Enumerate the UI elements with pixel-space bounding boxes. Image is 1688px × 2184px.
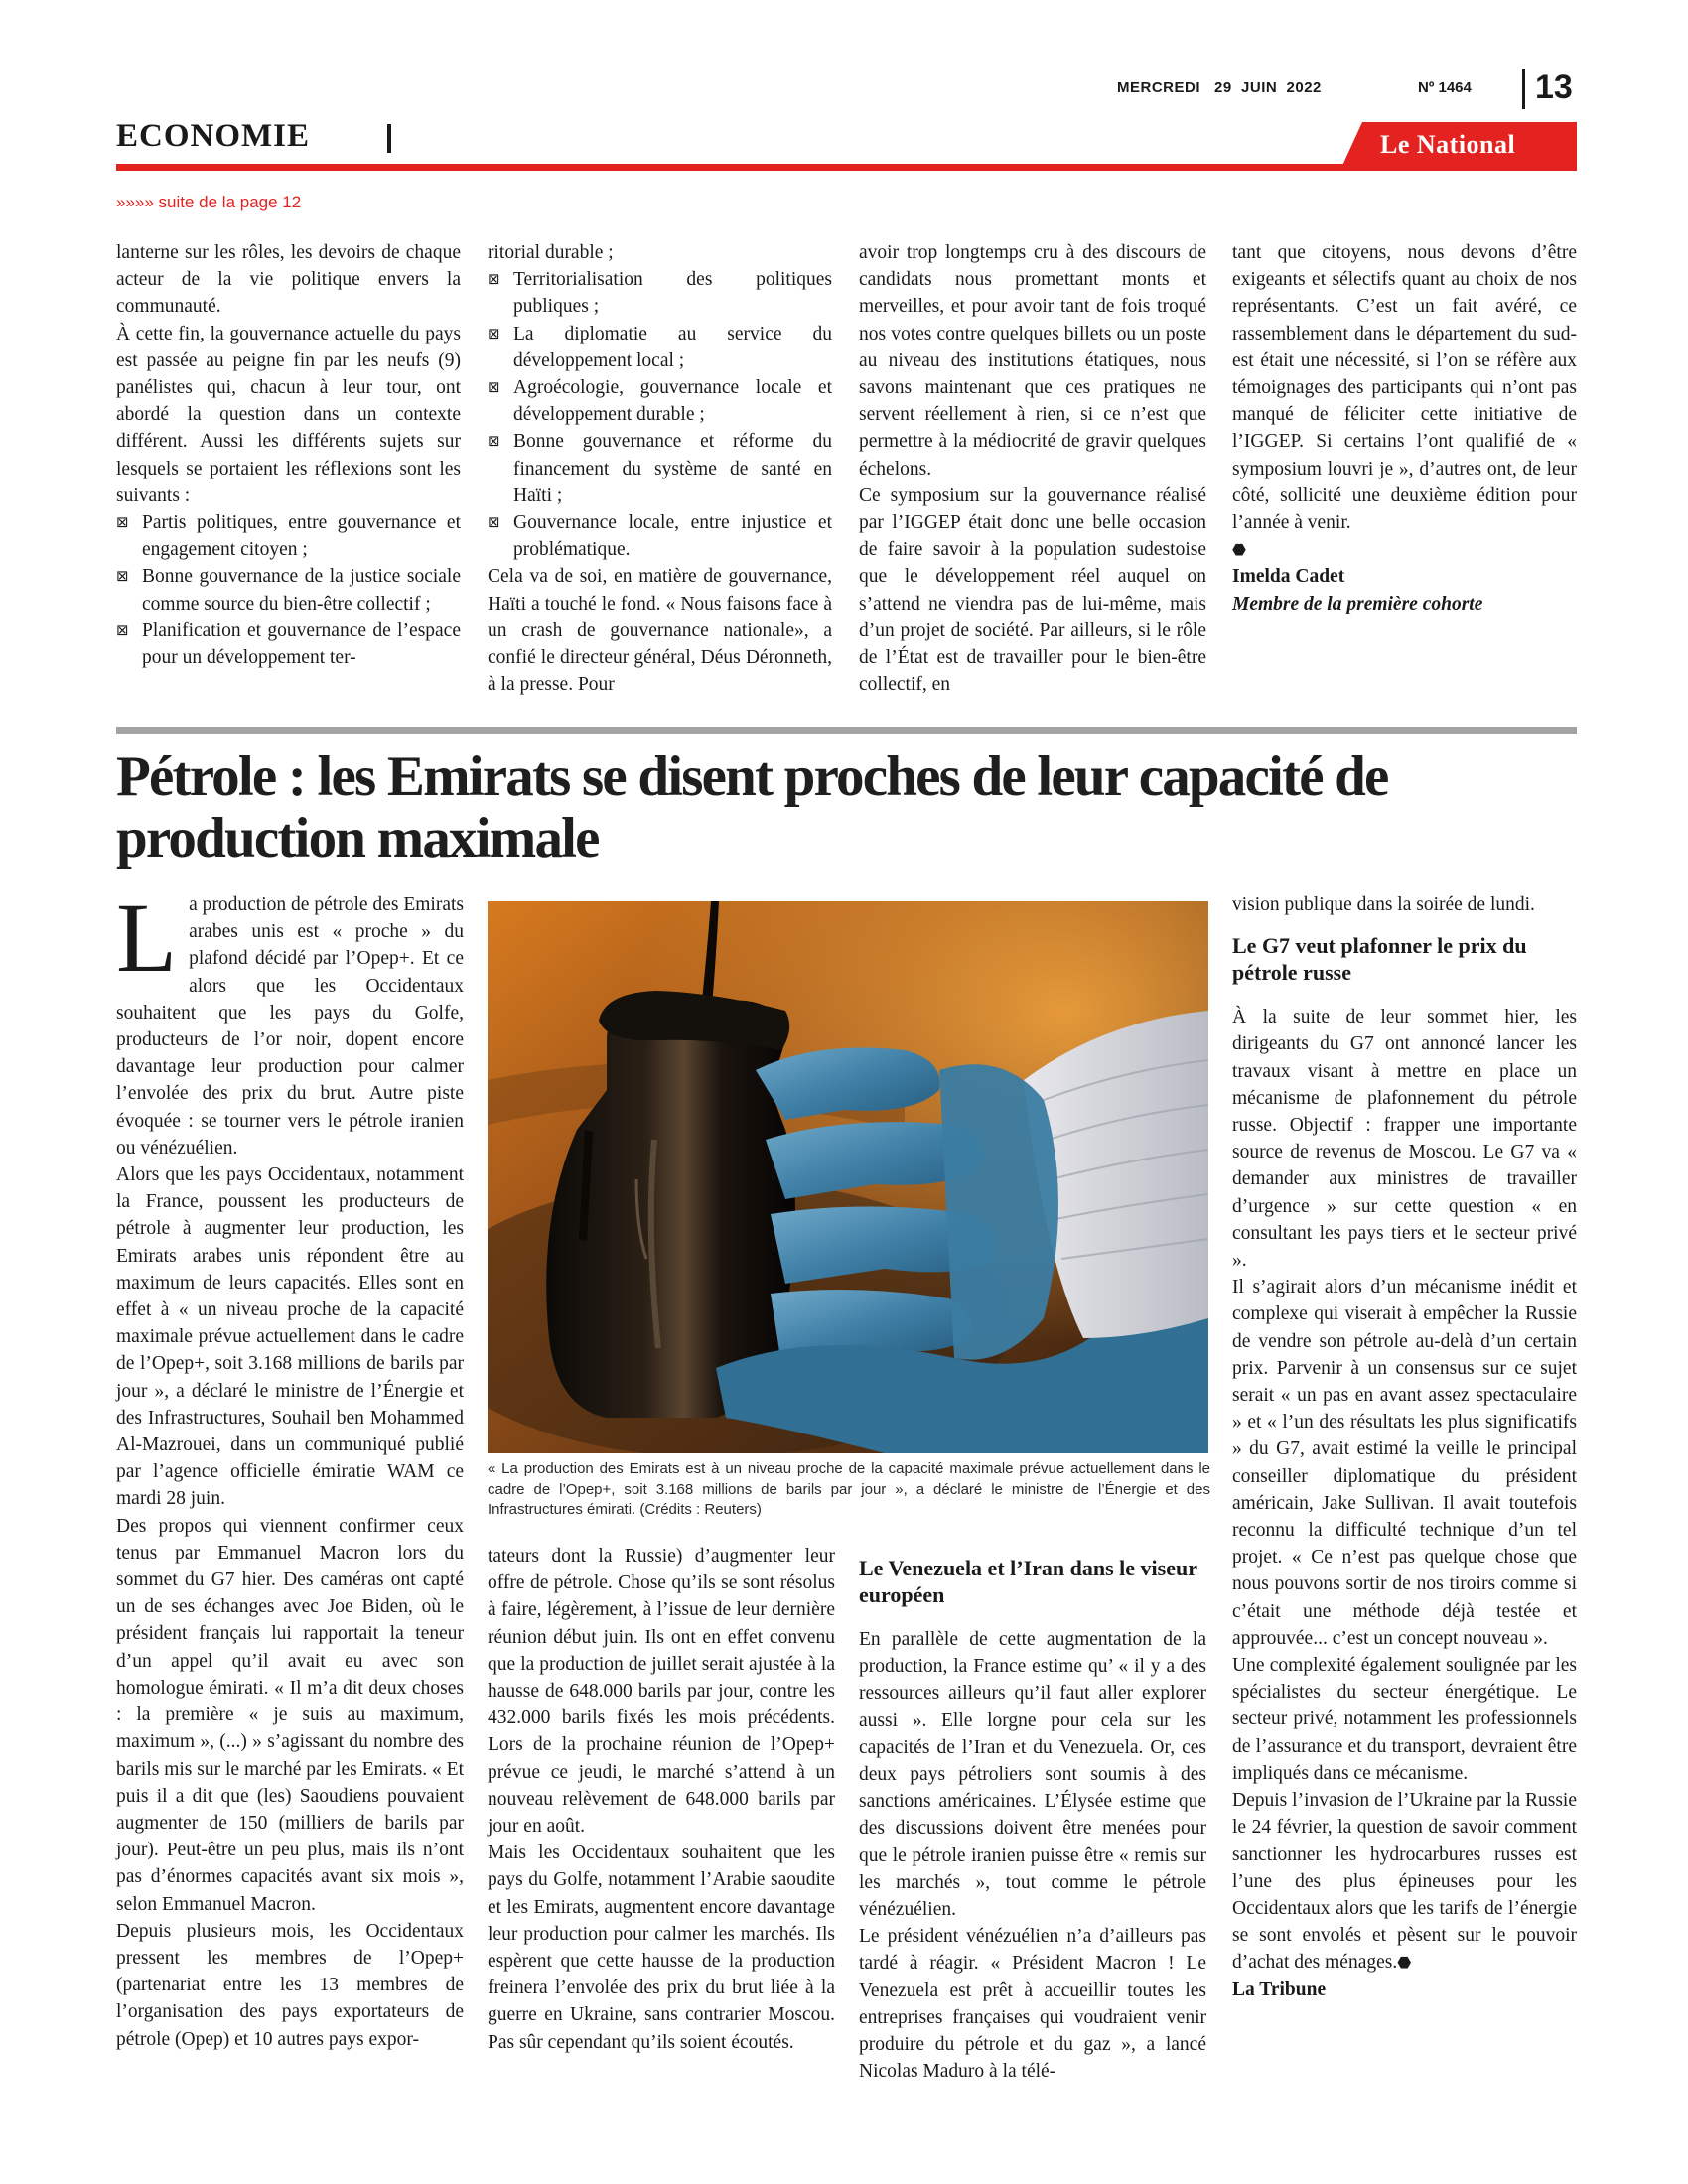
main-article-column-2 bbox=[488, 1543, 835, 2056]
subheading: Le G7 veut plafonner le prix du pétrole russe bbox=[1232, 933, 1527, 986]
drop-cap: L bbox=[116, 883, 178, 993]
paragraph: Cela va de soi, en matière de gouvernance, Haïti a touché le fond. « Nous faisons face à un crash de gouvernance nationale», a confié le directeur général, Déus Déronneth, à la presse. Pour bbox=[488, 566, 832, 696]
bullet-glyph-icon: ⊠ bbox=[488, 378, 500, 397]
continued-from-link[interactable]: »»»» suite de la page 12 bbox=[116, 193, 302, 211]
main-article-column-1 bbox=[116, 883, 464, 2053]
top-article-column-3 bbox=[859, 239, 1206, 698]
photo-caption: « La production des Emirats est à un niveau proche de la capacité maximale prévue actuellement dans le cadre de l’Opep+, soit 3.168 millions de barils par jour », a déclaré le ministre de l’Énergie et des Infrastructures émirati. (Crédits : Reuters) bbox=[488, 1460, 1210, 1518]
paragraph: Mais les Occidentaux souhaitent que les pays du Golfe, notamment l’Arabie saoudite et les Emirats, augmentent encore davantage leur production pour calmer les marchés. Ils espèrent que cette hausse de la production freinera l’envolée des prix du brut liée à la guerre en Ukraine, sans contrarier Moscou. Pas sûr cependant qu’ils soient écoutés. bbox=[488, 1843, 835, 2053]
bullet-glyph-icon: ⊠ bbox=[488, 270, 500, 289]
paragraph: tant que citoyens, nous devons d’être exigeants et sélectifs quant au choix de nos représentants. C’est un fait avéré, ce rassemblement dans le département du sud-est était une nécessité, si l’on se réfère aux témoignages des participants qui n’ont pas manqué de féliciter cette initiative de l’IGGEP. Si certains l’ont qualifié de « symposium louvri je », d’autres ont, de leur côté, sollicité une deuxième édition pour l’année à venir. bbox=[1232, 242, 1577, 534]
bullet-glyph-icon: ⊠ bbox=[488, 324, 500, 342]
page-number: 13 bbox=[1535, 68, 1573, 106]
bullet-item: ⊠ Agroécologie, gouvernance locale et développement durable ; bbox=[488, 374, 832, 428]
newspaper-logo: Le National bbox=[1380, 130, 1516, 159]
bullet-item: ⊠ Partis politiques, entre gouvernance et engagement citoyen ; bbox=[116, 509, 461, 563]
article-headline: Pétrole : les Emirats se disent proches de leur capacité de production maximale bbox=[116, 746, 1388, 870]
article-source: La Tribune bbox=[1232, 1979, 1327, 2000]
bullet-item: ⊠ La diplomatie au service du développement local ; bbox=[488, 321, 832, 374]
section-divider bbox=[387, 124, 391, 153]
bullet-glyph-icon: ⊠ bbox=[116, 620, 129, 639]
paragraph: À cette fin, la gouvernance actuelle du pays est passée au peigne fin par les neufs (9) panélistes qui, chacun à leur tour, ont abordé la question dans un contexte différent. Aussi les différents sujets sur lesquels se portaient les réflexions sont les suivants : bbox=[116, 323, 461, 506]
paragraph: Il s’agirait alors d’un mécanisme inédit et complexe qui viserait à empêcher la Russie de vendre son pétrole au-delà d’un certain prix. Parvenir à un consensus sur ce sujet serait « un pas en avant assez spectaculaire » et « l’un des résultats les plus significatifs » du G7, avait estimé la veille le principal conseiller diplomatique du président américain, Jake Sullivan. Il avait toutefois reconnu la difficulté technique d’un tel projet. « Ce n’est pas quelque chose que nous pouvons sortir de nos tiroirs comme si c’était une méthode déjà testée et approuvée... c’est un concept nouveau ». bbox=[1232, 1277, 1577, 1649]
issue-date: MERCREDI 29 JUIN 2022 bbox=[1117, 79, 1322, 96]
author-role: Membre de la première cohorte bbox=[1232, 593, 1483, 614]
issue-number: Nº 1464 bbox=[1418, 79, 1472, 96]
main-article-column-4 bbox=[1232, 891, 1577, 2003]
lead-paragraph: La production de pétrole des Emirats arabes unis est « proche » du plafond décidé par l’Opep+. Et ce alors que les Occidentaux souhaitent que les pays du Golfe, producteurs de l’or noir, dopent encore davantage leur production pour calmer l’envolée des prix du brut. Autre piste évoquée : se tourner vers le pétrole iranien ou vénézuélien. bbox=[116, 883, 464, 1159]
top-article-column-4 bbox=[1232, 239, 1577, 617]
paragraph: Des propos qui viennent confirmer ceux tenus par Emmanuel Macron lors du sommet du G7 hier. Des caméras ont capté un de ses échanges avec Joe Biden, où le président français lui rapportait la teneur d’un appel qu’il avait eu avec son homologue émirati. « Il m’a dit deux choses : la première « je suis au maximum, maximum », (...) » s’agissant du nombre des barils mis sur le marché par les Emirats. « Et puis il a dit que (les) Saoudiens pouvaient augmenter de 150 (milliers de barils par jour). Peut-être un peu plus, mais ils n’ont pas d’énormes capacités avant six mois », selon Emmanuel Macron. bbox=[116, 1515, 464, 1915]
paragraph: À la suite de leur sommet hier, les dirigeants du G7 ont annoncé lancer les travaux visant à mettre en place un mécanisme de plafonnement du pétrole russe. Objectif : frapper une importante source de revenus de Moscou. Le G7 va « demander aux ministres de travailler d’urgence » sur cette question « en consultant les pays tiers et le secteur privé ». bbox=[1232, 1007, 1577, 1272]
bullet-item: ⊠ Gouvernance locale, entre injustice et problématique. bbox=[488, 509, 832, 563]
header-divider bbox=[1522, 69, 1525, 109]
paragraph: avoir trop longtemps cru à des discours de candidats nous promettant monts et merveilles, et pour avoir tant de fois troqué nos votes contre quelques billets ou un poste au niveau des institutions étatiques, nous savons maintenant que ces pratiques ne servent réellement à rien, si ce n’est que permettre à la médiocrité de gravir quelques échelons. bbox=[859, 242, 1206, 479]
top-article-column-1 bbox=[116, 239, 461, 671]
subheading: Le Venezuela et l’Iran dans le viseur européen bbox=[859, 1556, 1197, 1607]
end-of-article-icon: ⬣ bbox=[1397, 1953, 1412, 1973]
paragraph: ritorial durable ; bbox=[488, 242, 614, 263]
author-name: Imelda Cadet bbox=[1232, 566, 1345, 588]
oil-sample-photo bbox=[488, 901, 1208, 1453]
bullet-glyph-icon: ⊠ bbox=[116, 513, 129, 532]
bullet-glyph-icon: ⊠ bbox=[488, 513, 500, 532]
bullet-item: ⊠ Bonne gouvernance et réforme du financement du système de santé en Haïti ; bbox=[488, 428, 832, 509]
top-article-column-2 bbox=[488, 239, 832, 698]
paragraph: vision publique dans la soirée de lundi. bbox=[1232, 894, 1535, 915]
bullet-glyph-icon: ⊠ bbox=[116, 567, 129, 586]
paragraph: Depuis l’invasion de l’Ukraine par la Russie le 24 février, la question de savoir comment sanctionner les hydrocarbures russes est l’une des plus épineuses pour les Occidentaux alors que les tarifs de l’énergie se sont envolés et pèsent sur le pouvoir d’achat des ménages.⬣ bbox=[1232, 1790, 1577, 1974]
paragraph: Le président vénézuélien n’a d’ailleurs pas tardé à réagir. « Président Macron ! Le Venezuela est prêt à accueillir toutes les entreprises françaises qui voudraient venir produire du pétrole et du gaz », a lancé Nicolas Maduro à la télé- bbox=[859, 1926, 1206, 2083]
bullet-item: ⊠ Planification et gouvernance de l’espace pour un développement ter- bbox=[116, 617, 461, 671]
section-title: ECONOMIE bbox=[116, 118, 311, 154]
paragraph: tateurs dont la Russie) d’augmenter leur offre de pétrole. Chose qu’ils se sont résolus à faire, légèrement, à l’issue de leur dernière réunion début juin. Ils ont en effet convenu que la production de juillet serait ajustée à la hausse de 648.000 barils par jour, contre les 432.000 barils fixés les mois précédents. Lors de la prochaine réunion de l’Opep+ prévue ce jeudi, le marché s’attend à un nouveau relèvement de 648.000 barils par jour en août. bbox=[488, 1546, 835, 1838]
paragraph: En parallèle de cette augmentation de la production, la France estime qu’ « il y a des ressources ailleurs qu’il faut aller explorer aussi ». Elle lorgne pour cela sur les capacités de l’Iran et du Venezuela. Or, ces deux pays pétroliers sont soumis à des sanctions américaines. L’Élysée estime que des discussions doivent être menées pour que le pétrole iranien puisse être « remis sur les marchés », tout comme le pétrole vénézuélien. bbox=[859, 1629, 1206, 1921]
article-separator bbox=[116, 727, 1577, 734]
paragraph: Une complexité également soulignée par les spécialistes du secteur énergétique. Le secteur privé, notamment les professionnels de l’assurance et du transport, devraient être impliqués dans ce mécanisme. bbox=[1232, 1655, 1577, 1784]
paragraph: Alors que les pays Occidentaux, notamment la France, poussent les producteurs de pétrole à augmenter leur production, les Emirats arabes unis répondent être au maximum de leurs capacités. Elles sont en effet à « un niveau proche de la capacité maximale prévue actuellement dans le cadre de l’Opep+, soit 3.168 millions de barils par jour », a déclaré le ministre de l’Énergie et des Infrastructures, Souhail ben Mohammed Al-Mazrouei, dans un communiqué publié par l’agence officielle émiratie WAM ce mardi 28 juin. bbox=[116, 1164, 464, 1510]
main-article-column-3 bbox=[859, 1549, 1206, 2085]
paragraph: lanterne sur les rôles, les devoirs de chaque acteur de la vie politique envers la communauté. bbox=[116, 242, 461, 318]
header-rule bbox=[116, 164, 1577, 171]
bullet-item: ⊠ Bonne gouvernance de la justice sociale comme source du bien-être collectif ; bbox=[116, 563, 461, 616]
paragraph: Ce symposium sur la gouvernance réalisé par l’IGGEP était donc une belle occasion de faire savoir à la population sudestoise que le développement réel auquel on s’attend ne viendra pas de lui-même, mais d’un projet de société. Par ailleurs, si le rôle de l’État est de travailler pour le bien-être collectif, en bbox=[859, 484, 1206, 696]
bullet-item: ⊠ Territorialisation des politiques publiques ; bbox=[488, 266, 832, 320]
paragraph: Depuis plusieurs mois, les Occidentaux pressent les membres de l’Opep+ (partenariat entre les 13 membres de l’organisation des pays exportateurs de pétrole (Opep) et 10 autres pays expor- bbox=[116, 1920, 464, 2050]
end-of-article-icon: ⬣ bbox=[1232, 540, 1246, 560]
bullet-glyph-icon: ⊠ bbox=[488, 432, 500, 451]
